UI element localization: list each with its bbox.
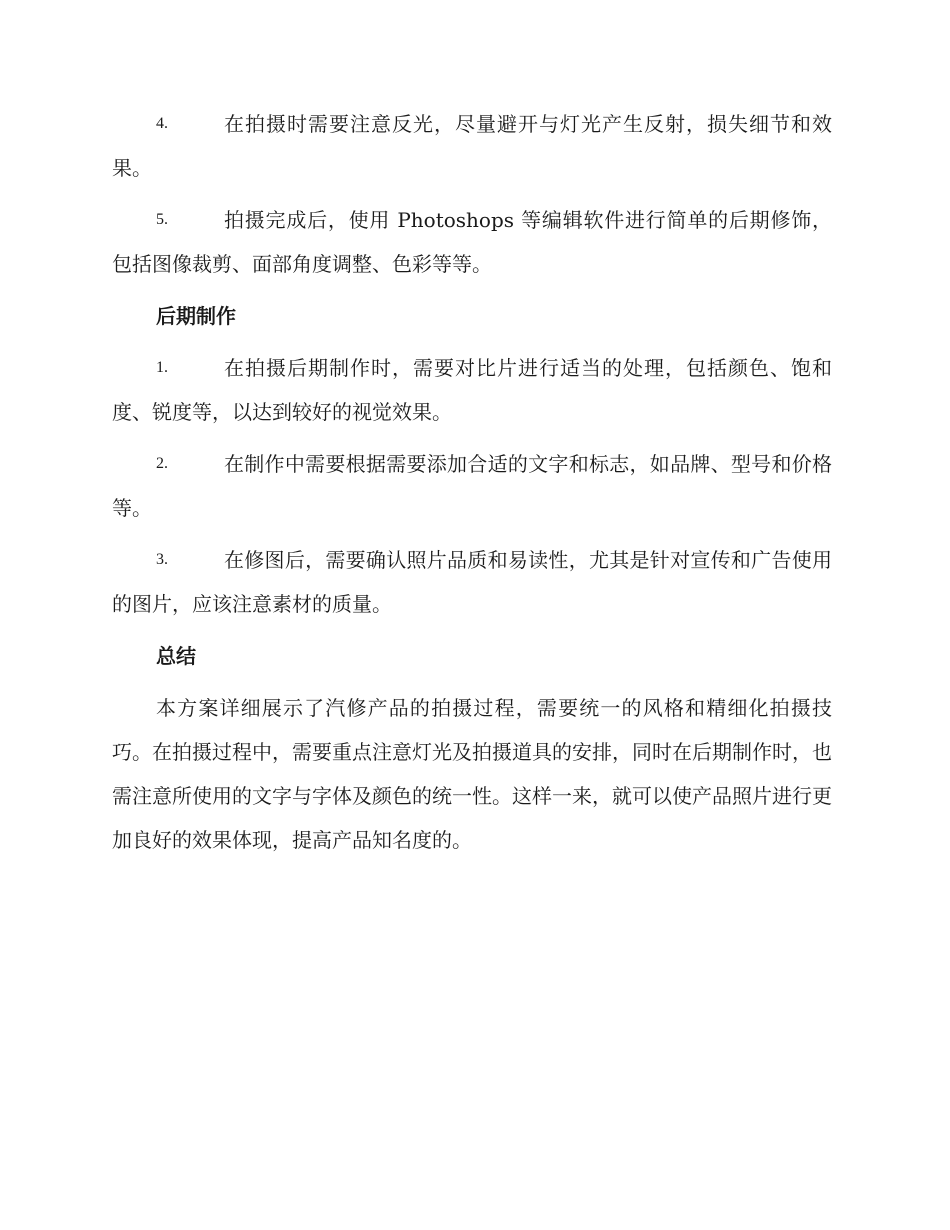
list-item-text: 在拍摄时需要注意反光，尽量避开与灯光产生反射，损失细节和效果。 bbox=[112, 112, 832, 180]
list-item-text: 拍摄完成后，使用 Photoshops 等编辑软件进行简单的后期修饰，包括图像裁剪、面部角度调整、色彩等等。 bbox=[112, 208, 832, 276]
list-item-number: 1. bbox=[156, 359, 168, 376]
list-item-number: 2. bbox=[156, 455, 168, 472]
list-item bbox=[112, 538, 832, 626]
document-page bbox=[112, 102, 832, 862]
list-item bbox=[112, 442, 832, 530]
list-item-number: 4. bbox=[156, 115, 168, 132]
list-item bbox=[112, 346, 832, 434]
list-item-text: 在修图后，需要确认照片品质和易读性，尤其是针对宣传和广告使用的图片，应该注意素材的质量。 bbox=[112, 548, 832, 616]
list-item-text: 在制作中需要根据需要添加合适的文字和标志，如品牌、型号和价格等。 bbox=[112, 452, 832, 520]
summary-paragraph: 本方案详细展示了汽修产品的拍摄过程，需要统一的风格和精细化拍摄技巧。在拍摄过程中，需要重点注意灯光及拍摄道具的安排，同时在后期制作时，也需注意所使用的文字与字体及颜色的统一性。这样一来，就可以使产品照片进行更加良好的效果体现，提高产品知名度的。 bbox=[112, 696, 832, 852]
list-item-text: 在拍摄后期制作时，需要对比片进行适当的处理，包括颜色、饱和度、锐度等，以达到较好的视觉效果。 bbox=[112, 356, 832, 424]
section-heading-post-production: 后期制作 bbox=[156, 304, 236, 328]
section-heading-summary: 总结 bbox=[156, 644, 196, 668]
list-item bbox=[112, 198, 832, 286]
list-item-number: 5. bbox=[156, 211, 168, 228]
list-item bbox=[112, 102, 832, 190]
list-item-number: 3. bbox=[156, 551, 168, 568]
